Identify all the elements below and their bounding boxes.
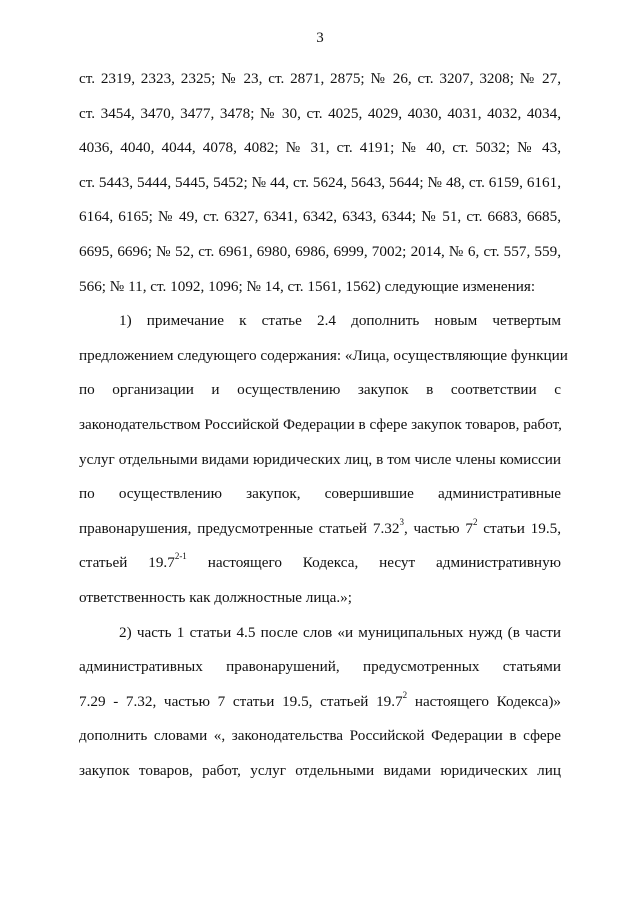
- text-line: ответственность как должностные лица.»;: [79, 588, 352, 606]
- text-line: услуг отдельными видами юридических лиц, в том числе члены комиссии: [79, 450, 561, 468]
- text-line: ст. 3454, 3470, 3477, 3478; № 30, ст. 4025, 4029, 4030, 4031, 4032, 4034,: [79, 104, 561, 122]
- text-line: [79, 546, 561, 581]
- text-fragment: правонарушения, предусмотренные статьей 7.32: [79, 519, 400, 537]
- text-line: 6164, 6165; № 49, ст. 6327, 6341, 6342, 6343, 6344; № 51, ст. 6683, 6685,: [79, 208, 561, 226]
- superscript: 3: [399, 516, 404, 527]
- text-line: ст. 5443, 5444, 5445, 5452; № 44, ст. 5624, 5643, 5644; № 48, ст. 6159, 6161,: [79, 173, 561, 191]
- text-line: ст. 2319, 2323, 2325; № 23, ст. 2871, 2875; № 26, ст. 3207, 3208; № 27,: [79, 70, 561, 87]
- superscript: 2: [402, 689, 408, 700]
- text-line: 6695, 6696; № 52, ст. 6961, 6980, 6986, 6999, 7002; 2014, № 6, ст. 557, 559,: [79, 242, 561, 260]
- text-line: по организации и осуществлению закупок в соответствии с: [79, 381, 561, 399]
- superscript: 2: [472, 516, 478, 527]
- text-fragment: настоящего Кодекса, несут административную: [186, 554, 562, 572]
- superscript: 2-1: [174, 551, 187, 562]
- text-line: [79, 512, 561, 547]
- text-line: 2) часть 1 статьи 4.5 после слов «и муниципальных нужд (в части: [119, 623, 561, 641]
- text-fragment: , частью 7: [403, 519, 473, 537]
- text-line: [79, 685, 561, 720]
- text-fragment: статьей 19.7: [79, 554, 175, 572]
- text-fragment: статьи 19.5,: [477, 519, 562, 537]
- text-line: дополнить словами «, законодательства Российской Федерации в сфере: [79, 727, 561, 745]
- text-fragment: 7.29 - 7.32, частью 7 статьи 19.5, статьей 19.7: [79, 692, 403, 710]
- text-line: 4036, 4040, 4044, 4078, 4082; № 31, ст. 4191; № 40, ст. 5032; № 43,: [79, 139, 561, 157]
- paragraph-item-1: [79, 304, 568, 615]
- text-line: закупок товаров, работ, услуг отдельными видами юридических лиц: [79, 761, 561, 779]
- paragraph-item-2: [79, 616, 561, 789]
- text-line: законодательством Российской Федерации в сфере закупок товаров, работ,: [79, 415, 562, 433]
- paragraph-intro: [79, 62, 561, 304]
- document-body: [79, 62, 568, 788]
- text-line: по осуществлению закупок, совершившие административные: [79, 485, 561, 503]
- text-line: 1) примечание к статье 2.4 дополнить новым четвертым: [119, 312, 561, 330]
- text-line: предложением следующего содержания: «Лица, осуществляющие функции: [79, 346, 568, 364]
- text-line: административных правонарушений, предусмотренных статьями: [79, 658, 561, 676]
- text-line: 566; № 11, ст. 1092, 1096; № 14, ст. 1561, 1562) следующие изменения:: [79, 277, 536, 295]
- text-fragment: настоящего Кодекса)»: [407, 692, 561, 710]
- page-number: 3: [316, 30, 324, 46]
